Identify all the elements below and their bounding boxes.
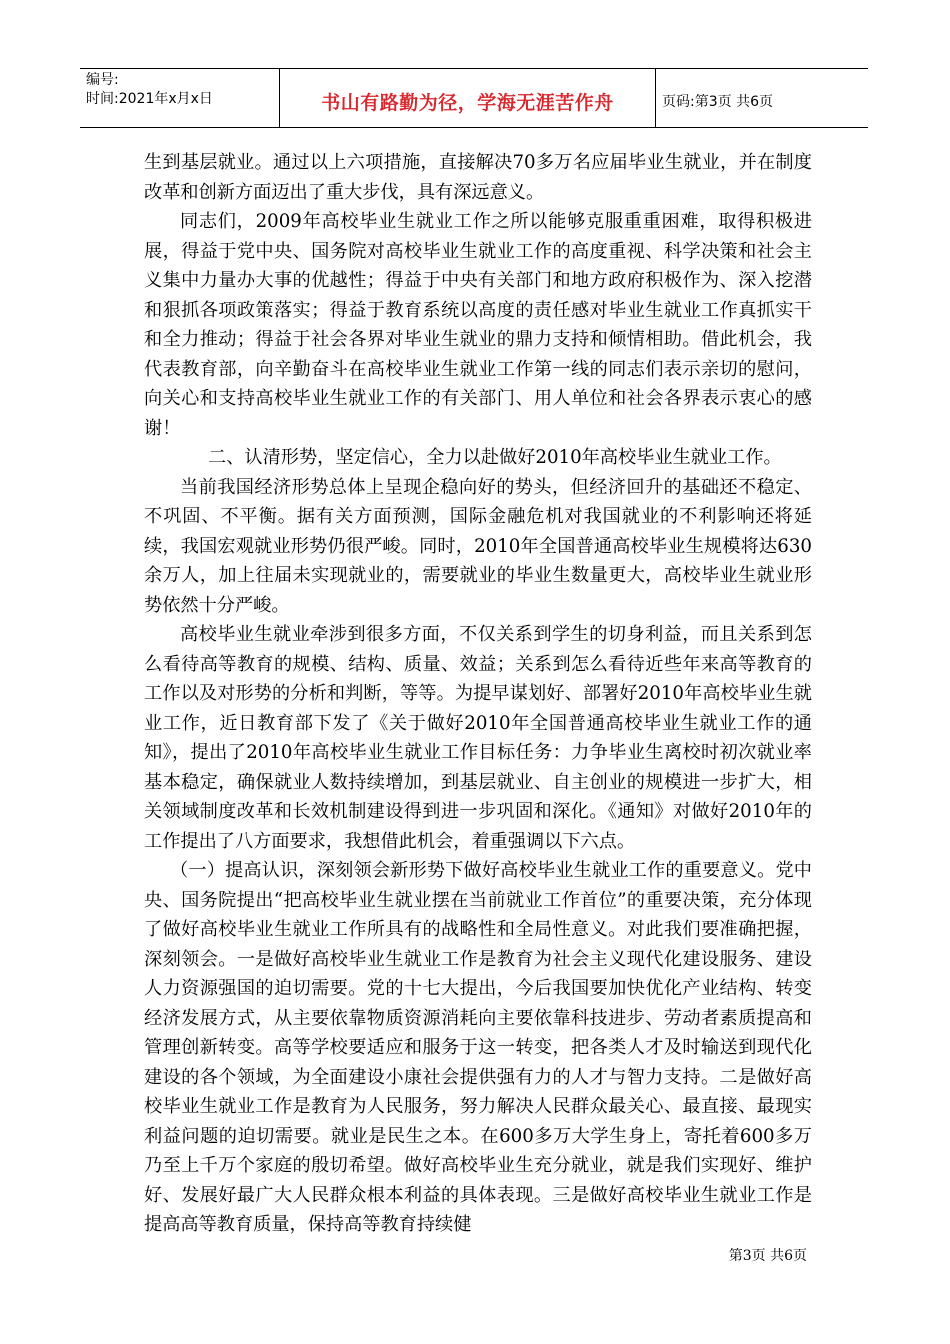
header-motto: 书山有路勤为径，学海无涯苦作舟 (280, 69, 656, 127)
paragraph: （一）提高认识，深刻领会新形势下做好高校毕业生就业工作的重要意义。党中央、国务院提出“把高校毕业生就业摆在当前就业工作首位”的重要决策，充分体现了做好高校毕业生就业工作所具有的战略性和全局性意义。对此我们要准确把握，深刻领会。一是做好高校毕业生就业工作是教育为社会主义现代化建设服务、建设人力资源强国的迫切需要。党的十七大提出，今后我国要加快优化产业结构、转变经济发展方式，从主要依靠物质资源消耗向主要依靠科技进步、劳动者素质提高和管理创新转变。高等学校要适应和服务于这一转变，把各类人才及时输送到现代化建设的各个领域，为全面建设小康社会提供强有力的人才与智力支持。二是做好高校毕业生就业工作是教育为人民服务，努力解决人民群众最关心、最直接、最现实利益问题的迫切需要。就业是民生之本。在600多万大学生身上，寄托着600多万乃至上千万个家庭的殷切希望。做好高校毕业生充分就业，就是我们实现好、维护好、发展好最广大人民群众根本利益的具体表现。三是做好高校毕业生就业工作是提高高等教育质量，保持高等教育持续健 (144, 860, 812, 1235)
section-heading: 二、认清形势，坚定信心，全力以赴做好2010年高校毕业生就业工作。 (208, 447, 782, 468)
header-page-number: 页码:第3页 共6页 (662, 94, 773, 110)
paragraph: 高校毕业生就业牵涉到很多方面，不仅关系到学生的切身利益，而且关系到怎么看待高等教育的规模、结构、质量、效益；关系到怎么看待近些年来高等教育的工作以及对形势的分析和判断，等等。为提早谋划好、部署好2010年高校毕业生就业工作，近日教育部下发了《关于做好2010年全国普通高校毕业生就业工作的通知》，提出了2010年高校毕业生就业工作目标任务：力争毕业生离校时初次就业率基本稳定，确保就业人数持续增加，到基层就业、自主创业的规模进一步扩大，相关领域制度改革和长效机制建设得到进一步巩固和深化。《通知》对做好2010年的工作提出了八方面要求，我想借此机会，着重强调以下六点。 (144, 624, 812, 852)
doc-time: 时间:2021年x月x日 (86, 91, 213, 107)
paragraph: 生到基层就业。通过以上六项措施，直接解决70多万名应届毕业生就业，并在制度改革和创新方面迈出了重大步伐，具有深远意义。 (144, 152, 812, 203)
document-body (144, 148, 812, 1240)
paragraph: 同志们，2009年高校毕业生就业工作之所以能够克服重重困难，取得积极进展，得益于党中央、国务院对高校毕业生就业工作的高度重视、科学决策和社会主义集中力量办大事的优越性；得益于中央有关部门和地方政府积极作为、深入挖潜和狠抓各项政策落实；得益于教育系统以高度的责任感对毕业生就业工作真抓实干和全力推动；得益于社会各界对毕业生就业的鼎力支持和倾情相助。借此机会，我代表教育部，向辛勤奋斗在高校毕业生就业工作第一线的同志们表示亲切的慰问，向关心和支持高校毕业生就业工作的有关部门、用人单位和社会各界表示衷心的感谢！ (144, 211, 812, 439)
doc-number-label: 编号: (86, 72, 119, 88)
paragraph: 当前我国经济形势总体上呈现企稳向好的势头，但经济回升的基础还不稳定、不巩固、不平衡。据有关方面预测，国际金融危机对我国就业的不利影响还将延续，我国宏观就业形势仍很严峻。同时，2010年全国普通高校毕业生规模将达630余万人，加上往届未实现就业的，需要就业的毕业生数量更大，高校毕业生就业形势依然十分严峻。 (144, 476, 812, 616)
page-footer: 第3页 共6页 (728, 1248, 807, 1264)
header-meta (80, 69, 280, 127)
page-header (80, 68, 868, 128)
